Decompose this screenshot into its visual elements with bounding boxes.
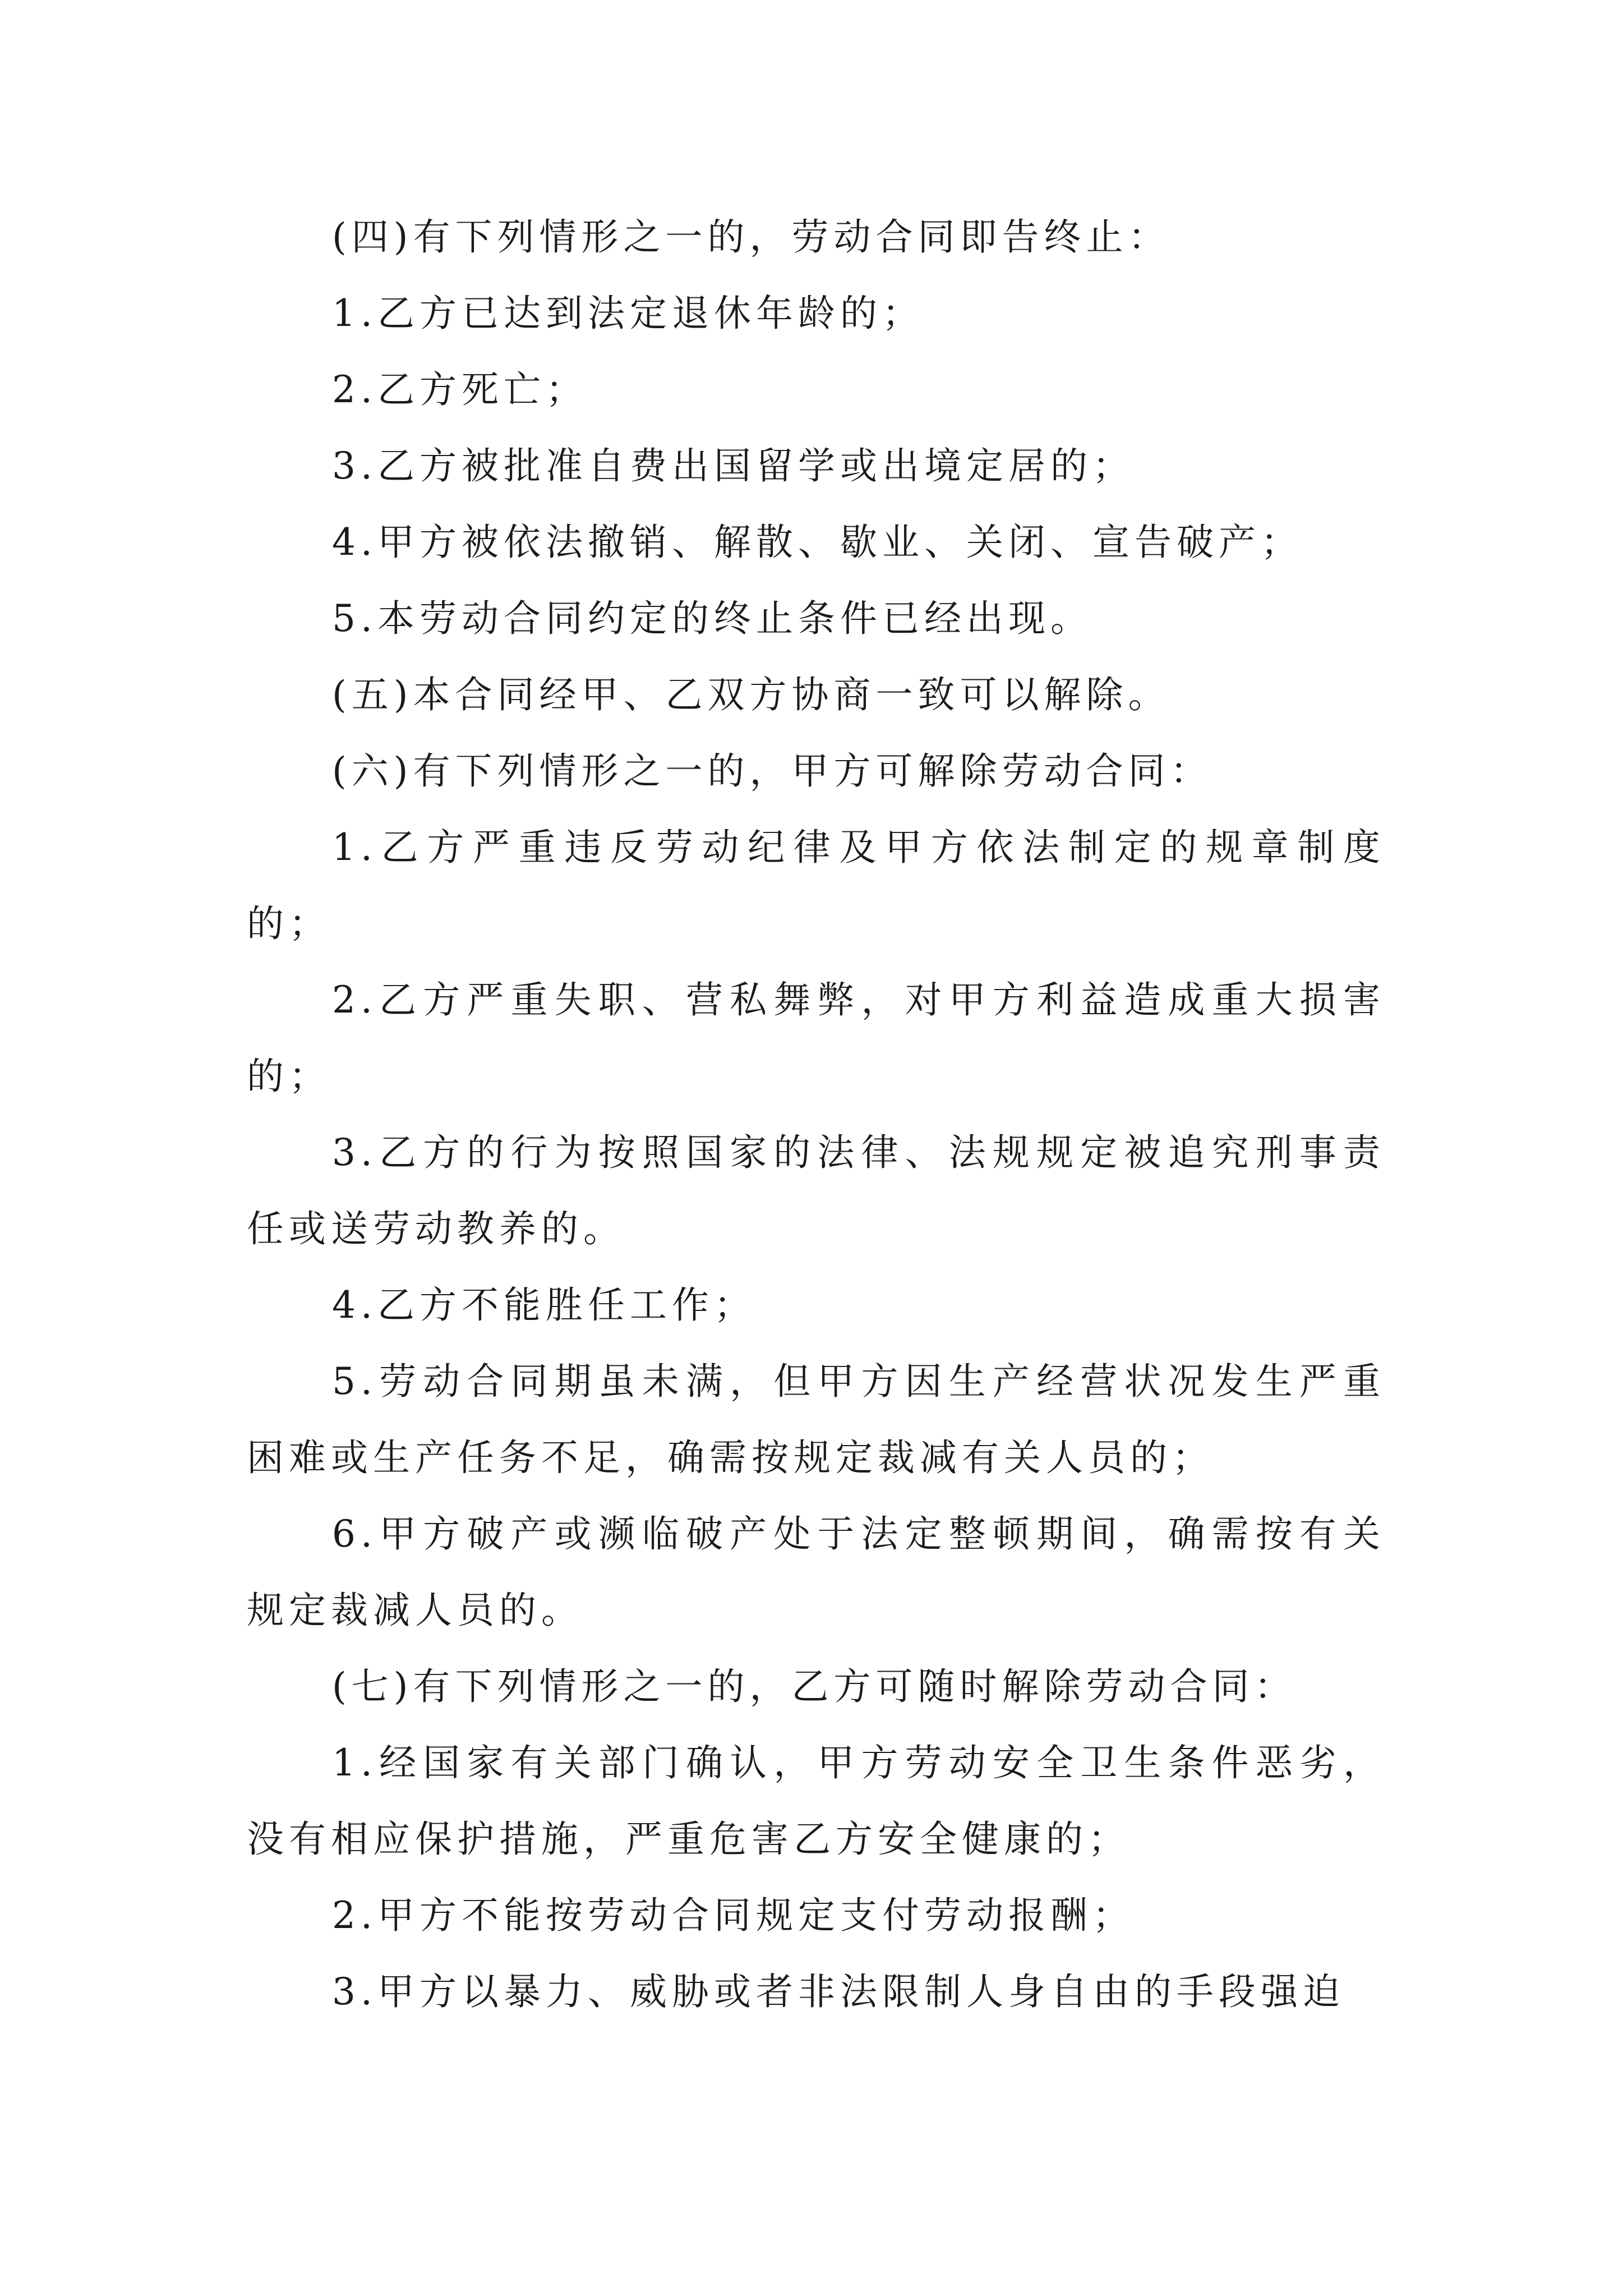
clause-6-item-2: 2.乙方严重失职、营私舞弊，对甲方利益造成重大损害的；	[247, 978, 1385, 1098]
clause-6-item-5: 5.劳动合同期虽未满，但甲方因生产经营状况发生严重困难或生产任务不足，确需按规定裁减有关人员的；	[247, 1360, 1385, 1479]
clause-6-item-1: 1.乙方严重违反劳动纪律及甲方依法制定的规章制度的；	[247, 826, 1385, 945]
clause-5-heading: (五)本合同经甲、乙双方协商一致可以解除。	[332, 673, 1170, 716]
clause-4-item-2: 2.乙方死亡；	[332, 368, 588, 411]
clause-7-item-1: 1.经国家有关部门确认，甲方劳动安全卫生条件恶劣，没有相应保护措施，严重危害乙方安全健康的；	[247, 1741, 1385, 1861]
clause-7-item-3: 3.甲方以暴力、威胁或者非法限制人身自由的手段强迫	[332, 1970, 1345, 2013]
clause-6-heading: (六)有下列情形之一的，甲方可解除劳动合同：	[332, 749, 1212, 793]
clause-6-item-4: 4.乙方不能胜任工作；	[332, 1283, 756, 1327]
clause-7-heading: (七)有下列情形之一的，乙方可随时解除劳动合同：	[332, 1665, 1297, 1708]
clause-4-item-1: 1.乙方已达到法定退休年龄的；	[332, 292, 924, 335]
clause-4-heading: (四)有下列情形之一的，劳动合同即告终止：	[332, 215, 1170, 259]
clause-4-item-5: 5.本劳动合同约定的终止条件已经出现。	[332, 597, 1092, 640]
clause-4-item-3: 3.乙方被批准自费出国留学或出境定居的；	[332, 444, 1135, 487]
document-body	[247, 199, 1385, 2030]
clause-4-item-4: 4.甲方被依法撤销、解散、歇业、关闭、宣告破产；	[332, 521, 1303, 564]
clause-6-item-6: 6.甲方破产或濒临破产处于法定整顿期间，确需按有关规定裁减人员的。	[247, 1512, 1385, 1632]
clause-7-item-2: 2.甲方不能按劳动合同规定支付劳动报酬；	[332, 1894, 1135, 1937]
clause-6-item-3: 3.乙方的行为按照国家的法律、法规规定被追究刑事责任或送劳动教养的。	[247, 1131, 1385, 1250]
